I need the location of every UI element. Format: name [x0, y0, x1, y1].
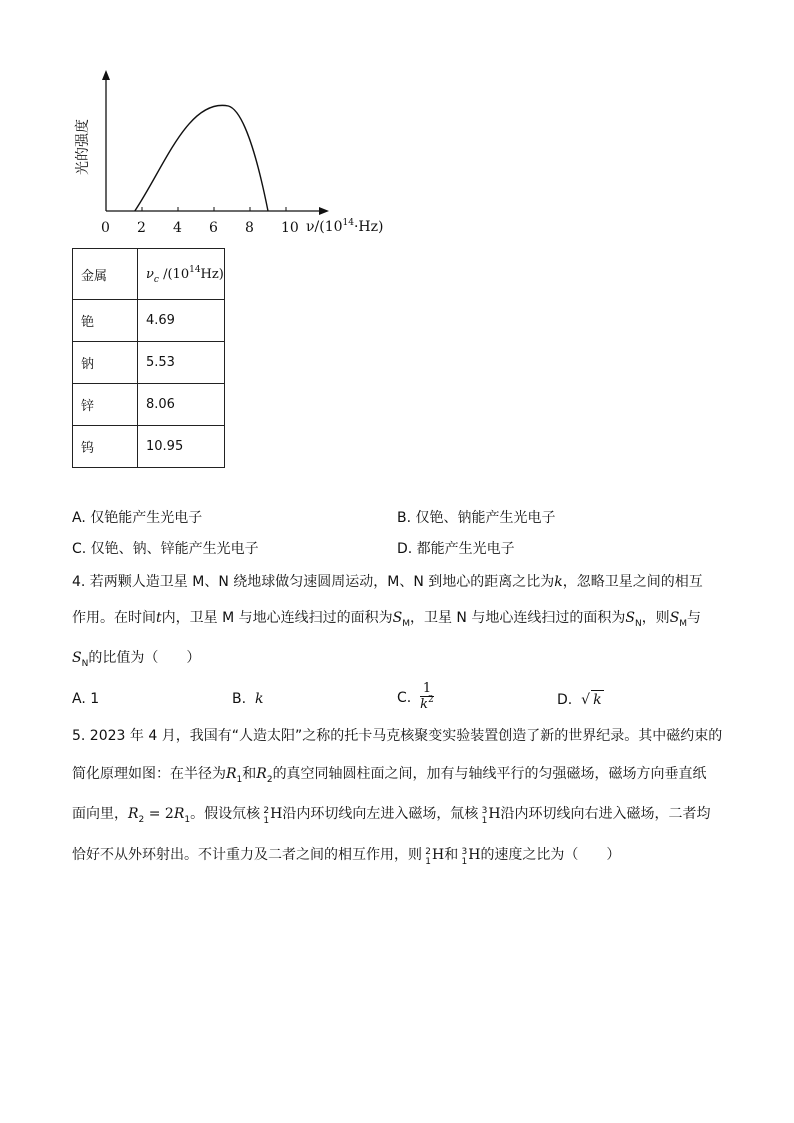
x-tick-label: 6 [209, 220, 218, 236]
metal-name: 钠 [73, 342, 138, 384]
x-tick-label: 8 [245, 220, 254, 236]
cutoff-frequency-table [72, 248, 225, 468]
metal-name: 钨 [73, 426, 138, 468]
q5-line-3: 面向里，$R_2 = 2R_1$。假设氘核 2 1 H沿内环切线向左进入磁场，氚核 3 1 H沿内环切线向右进入磁场，二者均 [72, 806, 711, 826]
x-tick-label: 10 [281, 220, 299, 236]
table-row [73, 300, 225, 342]
q4-line-2: 作用。在时间t内，卫星 M 与地心连线扫过的面积为$S_M$，卫星 N 与地心连线扫过的面积为$S_N$，则$S_M$与 [72, 610, 702, 629]
intensity-frequency-graph [0, 0, 400, 245]
tritium-nuclide: 3 1 [461, 847, 468, 867]
table-header-row [73, 249, 225, 300]
metal-value: 5.53 [138, 342, 225, 384]
graph-x-label [306, 218, 383, 238]
q3-option-c: C. 仅铯、钠、锌能产生光电子 [72, 541, 259, 557]
x-label-unit: ·Hz) [353, 219, 384, 235]
q4-option-d: D. √ k [557, 692, 602, 708]
deuterium-nuclide: 2 1 [263, 806, 270, 826]
x-label-exp: 14 [342, 218, 354, 228]
metal-value: 4.69 [138, 300, 225, 342]
q3-option-d: D. 都能产生光电子 [397, 541, 515, 557]
x-label-prefix: ν/(10 [306, 219, 343, 235]
q4-line-3: $S_N$的比值为（ ） [72, 650, 201, 669]
x-tick-label: 2 [137, 220, 146, 236]
q4-option-c: C. $\frac{1}{k^2}$ [397, 681, 434, 712]
q5-line-1: 5. 2023 年 4 月，我国有“人造太阳”之称的托卡马克核聚变实验装置创造了新的世界纪录。其中磁约束的 [72, 728, 723, 744]
q5-line-2: 简化原理如图：在半径为$R_1$和$R_2$的真空同轴圆柱面之间，加有与轴线平行的匀强磁场，磁场方向垂直纸 [72, 766, 707, 785]
q4-line-1: 4. 若两颗人造卫星 M、N 绕地球做匀速圆周运动，M、N 到地心的距离之比为k，忽略卫星之间的相互 [72, 574, 703, 590]
metal-value: 8.06 [138, 384, 225, 426]
q3-option-a: A. 仅铯能产生光电子 [72, 510, 203, 526]
fraction-1-over-k-squared: $\frac{1}{k^2}$ [420, 681, 434, 712]
table-row [73, 384, 225, 426]
x-tick-label: 4 [173, 220, 182, 236]
deuterium-nuclide: 2 1 [425, 847, 431, 867]
tritium-nuclide: 3 1 [481, 806, 488, 826]
metal-name: 铯 [73, 300, 138, 342]
y-axis-arrow [102, 70, 110, 80]
table-row [73, 342, 225, 384]
q3-option-b: B. 仅铯、钠能产生光电子 [397, 510, 556, 526]
table-header-frequency: $\nu_c$ $/(10^{14}Hz)$ [138, 249, 225, 300]
x-axis-arrow [319, 207, 329, 215]
table-row [73, 426, 225, 468]
graph-y-label: 光的强度 [75, 119, 91, 175]
q4-option-a: A. 1 [72, 691, 100, 707]
table-header-metal: 金属 [73, 249, 138, 300]
intensity-curve [135, 105, 268, 211]
metal-name: 锌 [73, 384, 138, 426]
q4-option-b: B. k [232, 691, 264, 707]
q5-line-4: 恰好不从外环射出。不计重力及二者之间的相互作用，则 2 1 H和 3 1 H的速度之比为（ ） [72, 847, 621, 867]
x-tick-label: 0 [101, 220, 110, 236]
metal-value: 10.95 [138, 426, 225, 468]
